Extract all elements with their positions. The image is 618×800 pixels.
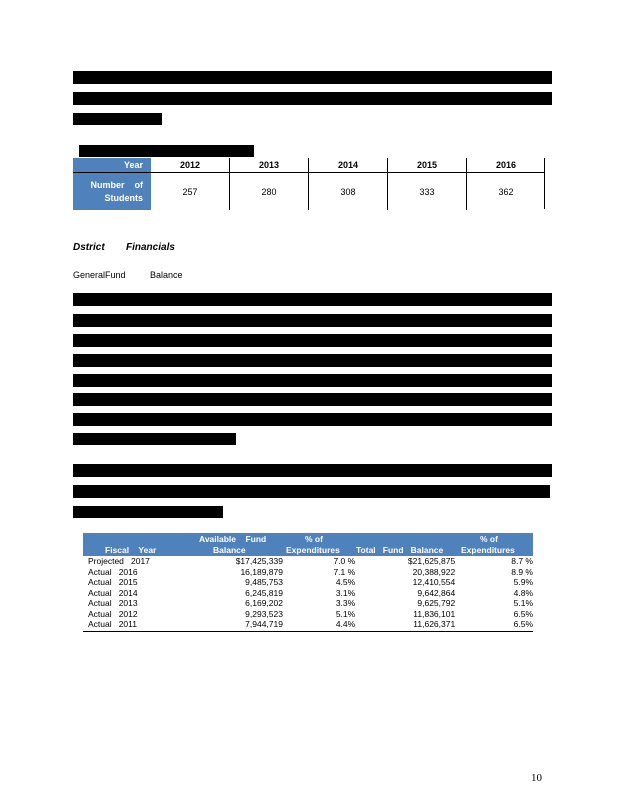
enrollment-table (73, 158, 545, 210)
available-fund-cell: 6,245,819 (245, 587, 283, 598)
available-fund-cell: 7,944,719 (245, 619, 283, 629)
fund-table-bottom-border (83, 631, 533, 632)
students-label-line2: Students (104, 192, 143, 203)
total-pct-cell: 6.5% (513, 608, 533, 619)
total-fund-cell: 9,642,864 (417, 587, 456, 598)
fund-table-row (83, 556, 533, 567)
header-pct2-line1: % of (480, 534, 498, 544)
header-total-fund: Total Fund Balance (356, 545, 444, 555)
students-2015: 333 (387, 173, 466, 210)
redacted-text (73, 506, 223, 518)
fiscal-year-cell: Actual 2011 (88, 619, 137, 629)
year-2013: 2013 (229, 158, 308, 172)
available-pct-cell: 4.4% (335, 619, 356, 629)
fund-table-row (83, 567, 533, 578)
available-pct-cell: 7.0 % (333, 556, 356, 566)
total-fund-cell: 11,836,101 (413, 608, 456, 619)
available-fund-cell: $17,425,339 (235, 556, 283, 566)
redacted-text (73, 314, 552, 327)
available-pct-cell: 5.1% (335, 608, 356, 619)
district-heading-word2: Financials (126, 242, 175, 253)
general-fund-label: GeneralFund (73, 270, 126, 280)
total-fund-cell: 11,626,371 (413, 619, 456, 629)
redacted-text (73, 464, 552, 477)
page-number: 10 (531, 772, 542, 784)
year-2016: 2016 (466, 158, 545, 172)
year-label: Year (73, 158, 151, 172)
header-available-fund-line1: Available Fund (199, 534, 267, 544)
fund-table-row (83, 619, 533, 630)
total-pct-cell: 8.7 % (511, 556, 533, 566)
available-pct-cell: 3.1% (335, 587, 356, 598)
students-label (73, 173, 151, 210)
enrollment-header-row (73, 158, 545, 173)
fund-table-row (83, 609, 533, 620)
fund-table-row (83, 588, 533, 599)
header-pct1-line2: Expenditures (286, 545, 340, 555)
fund-table-header (83, 533, 533, 556)
redacted-text (73, 71, 552, 84)
redacted-text (73, 485, 550, 498)
redacted-text (73, 354, 552, 367)
students-2012: 257 (182, 186, 198, 197)
fiscal-year-cell: Actual 2016 (88, 566, 138, 577)
available-pct-cell: 4.5% (335, 577, 356, 587)
redacted-text (73, 433, 236, 445)
table-right-border (544, 158, 545, 209)
redacted-text (73, 113, 162, 125)
redacted-text (73, 293, 552, 306)
header-pct1-line1: % of (305, 534, 323, 544)
fiscal-year-cell: Actual 2012 (88, 608, 138, 619)
year-2015: 2015 (387, 158, 466, 172)
students-label-line1: Number of (90, 179, 143, 190)
redacted-text (73, 413, 552, 426)
fiscal-year-cell: Actual 2014 (88, 587, 138, 598)
total-fund-cell: $21,625,875 (407, 556, 456, 566)
fund-balance-table (83, 533, 533, 632)
total-fund-cell: 12,410,554 (412, 577, 456, 587)
redacted-text (73, 393, 552, 406)
available-fund-cell: 16,189,879 (240, 566, 283, 577)
available-pct-cell: 7.1 % (333, 566, 356, 577)
total-fund-cell: 9,625,792 (417, 598, 456, 608)
fund-table-body (83, 556, 533, 630)
redacted-caption (79, 145, 254, 157)
available-fund-cell: 9,293,523 (245, 608, 283, 619)
available-pct-cell: 3.3% (335, 598, 356, 608)
header-fiscal-year: Fiscal Year (105, 545, 157, 555)
total-fund-cell: 20,388,922 (412, 566, 456, 577)
total-pct-cell: 5.1% (513, 598, 533, 608)
redacted-text (73, 374, 552, 387)
redacted-text (73, 92, 552, 105)
total-pct-cell: 4.8% (513, 587, 533, 598)
total-pct-cell: 5.9% (513, 577, 533, 587)
fiscal-year-cell: Actual 2015 (88, 577, 138, 587)
total-pct-cell: 6.5% (513, 619, 533, 629)
fund-table-row (83, 577, 533, 588)
enrollment-body-row (73, 173, 545, 210)
available-fund-cell: 6,169,202 (245, 598, 283, 608)
fund-table-row (83, 598, 533, 609)
students-2014: 308 (308, 173, 387, 210)
students-2016: 362 (466, 173, 545, 210)
district-heading-word1: Dstrict (73, 242, 105, 253)
header-available-fund-line2: Balance (213, 545, 246, 555)
total-pct-cell: 8.9 % (511, 566, 533, 577)
fiscal-year-cell: Projected 2017 (88, 556, 150, 566)
year-2014: 2014 (308, 158, 387, 172)
available-fund-cell: 9,485,753 (245, 577, 283, 587)
redacted-text (73, 334, 552, 347)
year-2012: 2012 (179, 160, 201, 170)
header-pct2-line2: Expenditures (461, 545, 515, 555)
balance-label: Balance (150, 270, 183, 280)
fiscal-year-cell: Actual 2013 (88, 598, 138, 608)
students-2013: 280 (229, 173, 308, 210)
